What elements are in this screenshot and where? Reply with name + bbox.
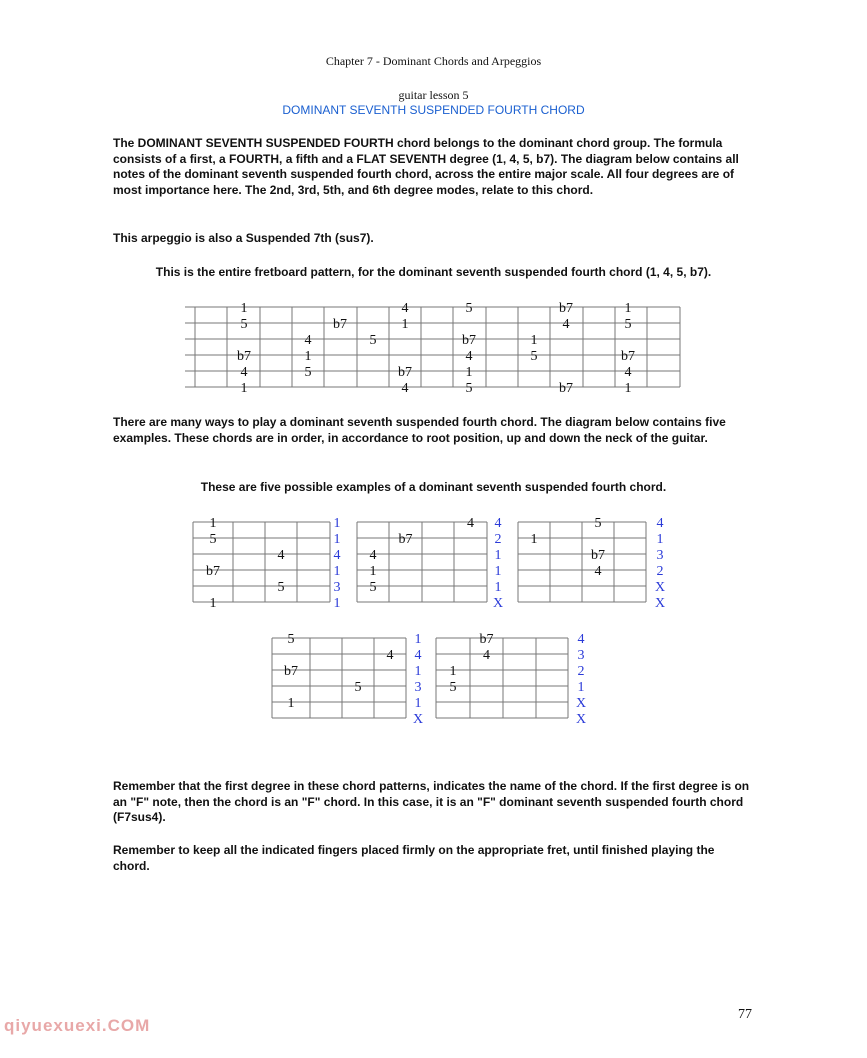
finger-number: X <box>492 596 504 611</box>
chord-note: 1 <box>449 664 457 679</box>
finger-number: X <box>412 712 424 727</box>
fretboard-note: 5 <box>530 349 538 364</box>
chord-note: b7 <box>479 632 494 647</box>
finger-number: 1 <box>333 516 341 531</box>
fretboard-note: 5 <box>240 317 248 332</box>
page-number: 77 <box>738 1007 752 1022</box>
fretboard-note: 4 <box>401 381 409 396</box>
fretboard-note: b7 <box>398 365 412 380</box>
finger-number: 1 <box>333 564 341 579</box>
fretboard-note: 1 <box>465 365 473 380</box>
finger-number: 1 <box>414 696 422 711</box>
sus7-note: This arpeggio is also a Suspended 7th (sus7). <box>113 231 374 245</box>
finger-number: 1 <box>494 548 502 563</box>
chord-note: 1 <box>287 696 295 711</box>
chapter-title: Chapter 7 - Dominant Chords and Arpeggios <box>325 54 542 68</box>
finger-number: 1 <box>414 632 422 647</box>
chord-note: 1 <box>209 596 217 611</box>
chord-note: 5 <box>209 532 217 547</box>
fretboard-note: 1 <box>530 333 538 348</box>
finger-number: 1 <box>656 532 664 547</box>
chord-note: b7 <box>206 564 220 579</box>
chord-note: 1 <box>209 516 217 531</box>
finger-number: 4 <box>333 548 341 563</box>
finger-number: 3 <box>333 580 341 595</box>
fretboard-note: 4 <box>401 301 409 316</box>
finger-number: 2 <box>577 664 585 679</box>
fretboard-note: 5 <box>465 301 473 316</box>
fretboard-note: 5 <box>465 381 473 396</box>
chord-note: 5 <box>354 680 362 695</box>
finger-number: 3 <box>414 680 422 695</box>
finger-number: X <box>575 696 587 711</box>
fretboard-note: b7 <box>333 317 347 332</box>
fretboard-note: 5 <box>369 333 377 348</box>
finger-number: 4 <box>414 648 422 663</box>
fretboard-note: b7 <box>462 333 476 348</box>
fretboard-note: 4 <box>624 365 632 380</box>
chord-note: 1 <box>369 564 377 579</box>
fretboard-note: 1 <box>624 381 632 396</box>
chord-note: b7 <box>284 664 298 679</box>
finger-number: 1 <box>333 596 341 611</box>
lesson-heading: DOMINANT SEVENTH SUSPENDED FOURTH CHORD <box>282 103 585 117</box>
chord-note: 4 <box>483 648 490 663</box>
watermark: qiyuexuexi.COM <box>4 1016 151 1035</box>
examples-paragraph: There are many ways to play a dominant seventh suspended fourth chord. The diagram below contains five examples. These chords are in order, in accordance to root position, up and down the neck of the guitar. <box>113 415 726 445</box>
finger-number: 2 <box>656 564 664 579</box>
lesson-label: guitar lesson 5 <box>398 88 469 102</box>
fretboard-note: 1 <box>624 301 632 316</box>
examples-caption: These are five possible examples of a dominant seventh suspended fourth chord. <box>200 480 667 494</box>
fretboard-note: 5 <box>304 365 312 380</box>
chord-note: 5 <box>287 632 295 647</box>
fretboard-caption: This is the entire fretboard pattern, for the dominant seventh suspended fourth chord (1, 4, 5, b7). <box>155 265 712 279</box>
first-degree-paragraph: Remember that the first degree in these chord patterns, indicates the name of the chord. If the first degree is on an "F" note, then the chord is an "F" chord. In this case, it is an "F" dominant seventh suspended fourth chord (F7sus4). <box>113 779 750 824</box>
chord-note: 5 <box>277 580 285 595</box>
chord-note: b7 <box>591 548 605 563</box>
finger-number: 1 <box>414 664 422 679</box>
fretboard-note: 1 <box>240 301 248 316</box>
chord-note: 4 <box>594 564 602 579</box>
finger-number: 4 <box>494 516 502 531</box>
chord-note: 4 <box>277 548 285 563</box>
finger-number: X <box>654 580 666 595</box>
finger-number: X <box>654 596 666 611</box>
fretboard-note: b7 <box>559 381 573 396</box>
fretboard-note: 1 <box>304 349 312 364</box>
fretboard-note: b7 <box>621 349 635 364</box>
intro-paragraph: The DOMINANT SEVENTH SUSPENDED FOURTH chord belongs to the dominant chord group. The formula consists of a first, a FOURTH, a fifth and a FLAT SEVENTH degree (1, 4, 5, b7). The diagram below contains all notes of the dominant seventh suspended fourth chord, across the entire major scale. All four degrees are of most importance here. The 2nd, 3rd, 5th, and 6th degree modes, relate to this chord. <box>113 136 739 197</box>
chord-note: 4 <box>386 648 394 663</box>
finger-number: 3 <box>656 548 664 563</box>
fretboard-note: 1 <box>401 317 409 332</box>
finger-number: 4 <box>656 516 664 531</box>
fretboard-note: 4 <box>465 349 473 364</box>
finger-number: 1 <box>494 580 502 595</box>
finger-number: X <box>575 712 587 727</box>
fretboard-note: 1 <box>240 381 248 396</box>
finger-number: 1 <box>333 532 341 547</box>
finger-paragraph: Remember to keep all the indicated fingers placed firmly on the appropriate fret, until finished playing the chord. <box>113 843 715 873</box>
chord-note: b7 <box>398 532 413 547</box>
fretboard-note: 4 <box>562 317 570 332</box>
chord-note: 4 <box>369 548 377 563</box>
fretboard-note: b7 <box>237 349 251 364</box>
finger-number: 1 <box>577 680 585 695</box>
finger-number: 2 <box>494 532 502 547</box>
fretboard-note: 4 <box>304 333 312 348</box>
finger-number: 3 <box>577 648 585 663</box>
chord-note: 5 <box>449 680 457 695</box>
fretboard-note: b7 <box>559 301 573 316</box>
chord-note: 5 <box>369 580 377 595</box>
chord-note: 4 <box>467 516 474 531</box>
finger-number: 4 <box>577 632 585 647</box>
fretboard-note: 5 <box>624 317 632 332</box>
chord-note: 5 <box>594 516 602 531</box>
finger-number: 1 <box>494 564 502 579</box>
fretboard-note: 4 <box>240 365 248 380</box>
chord-note: 1 <box>530 532 538 547</box>
